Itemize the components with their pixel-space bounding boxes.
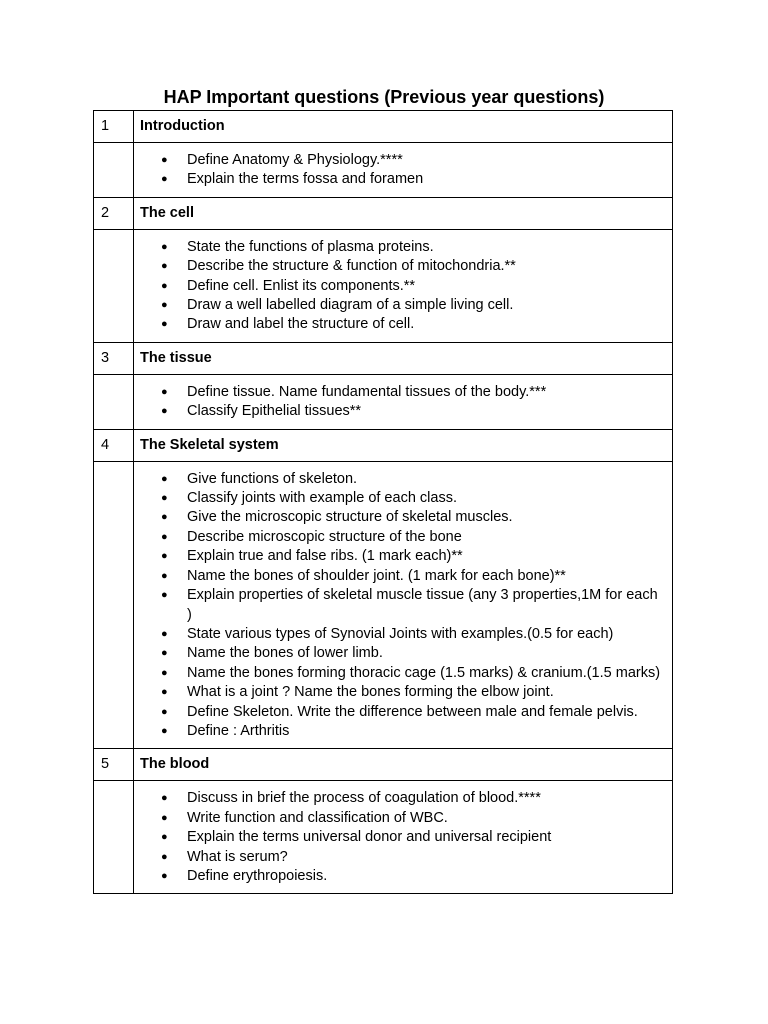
section-questions-row (94, 229, 673, 342)
section-questions-row (94, 143, 673, 198)
question-item: ● Give the microscopic structure of skeletal muscles. (134, 508, 662, 527)
section-heading-row (94, 111, 673, 143)
question-list-cell (134, 461, 673, 749)
question-item: ● Define Skeleton. Write the difference between male and female pelvis. (134, 703, 662, 722)
section-heading-row (94, 749, 673, 781)
question-item: ● What is a joint ? Name the bones forming the elbow joint. (134, 683, 662, 702)
section-heading: The Skeletal system (134, 429, 673, 461)
section-heading-row (94, 197, 673, 229)
question-list (134, 151, 662, 190)
section-heading: The tissue (134, 342, 673, 374)
section-questions-row (94, 781, 673, 894)
question-item: ● Describe microscopic structure of the bone (134, 528, 662, 547)
question-item: ● Draw and label the structure of cell. (134, 315, 662, 334)
section-number: 4 (94, 429, 134, 461)
question-item: ● Explain true and false ribs. (1 mark each)** (134, 547, 662, 566)
section-heading: The cell (134, 197, 673, 229)
section-number: 5 (94, 749, 134, 781)
question-item: ● Explain properties of skeletal muscle tissue (any 3 properties,1M for each ) (134, 586, 662, 625)
question-list-cell (134, 229, 673, 342)
section-heading: The blood (134, 749, 673, 781)
question-item: ● Classify joints with example of each class. (134, 489, 662, 508)
section-number: 2 (94, 197, 134, 229)
question-item: ● Describe the structure & function of mitochondria.** (134, 257, 662, 276)
question-item: ● Write function and classification of WBC. (134, 809, 662, 828)
question-list-cell (134, 781, 673, 894)
section-number: 1 (94, 111, 134, 143)
question-item: ● What is serum? (134, 848, 662, 867)
question-item: ● Name the bones of lower limb. (134, 644, 662, 663)
empty-number-cell (94, 781, 134, 894)
question-item: ● Name the bones of shoulder joint. (1 mark for each bone)** (134, 567, 662, 586)
section-questions-row (94, 374, 673, 429)
section-questions-row (94, 461, 673, 749)
questions-table-body (94, 111, 673, 894)
question-item: ● State the functions of plasma proteins. (134, 238, 662, 257)
section-heading-row (94, 429, 673, 461)
question-item: ● Explain the terms fossa and foramen (134, 170, 662, 189)
empty-number-cell (94, 374, 134, 429)
question-list-cell (134, 374, 673, 429)
question-item: ● Classify Epithelial tissues** (134, 402, 662, 421)
question-item: ● Define cell. Enlist its components.** (134, 277, 662, 296)
question-item: ● State various types of Synovial Joints with examples.(0.5 for each) (134, 625, 662, 644)
section-heading: Introduction (134, 111, 673, 143)
question-item: ● Define erythropoiesis. (134, 867, 662, 886)
document-title: HAP Important questions (Previous year questions) (163, 87, 605, 107)
empty-number-cell (94, 229, 134, 342)
empty-number-cell (94, 461, 134, 749)
question-list (134, 383, 662, 422)
question-list (134, 238, 662, 335)
question-item: ● Name the bones forming thoracic cage (1.5 marks) & cranium.(1.5 marks) (134, 664, 662, 683)
question-item: ● Explain the terms universal donor and universal recipient (134, 828, 662, 847)
question-item: ● Draw a well labelled diagram of a simple living cell. (134, 296, 662, 315)
section-number: 3 (94, 342, 134, 374)
question-item: ● Define : Arthritis (134, 722, 662, 741)
empty-number-cell (94, 143, 134, 198)
question-list (134, 470, 662, 742)
questions-table (93, 110, 673, 894)
question-item: ● Give functions of skeleton. (134, 470, 662, 489)
question-list (134, 789, 662, 886)
question-item: ● Define Anatomy & Physiology.**** (134, 151, 662, 170)
question-item: ● Discuss in brief the process of coagulation of blood.**** (134, 789, 662, 808)
question-list-cell (134, 143, 673, 198)
question-item: ● Define tissue. Name fundamental tissues of the body.*** (134, 383, 662, 402)
section-heading-row (94, 342, 673, 374)
